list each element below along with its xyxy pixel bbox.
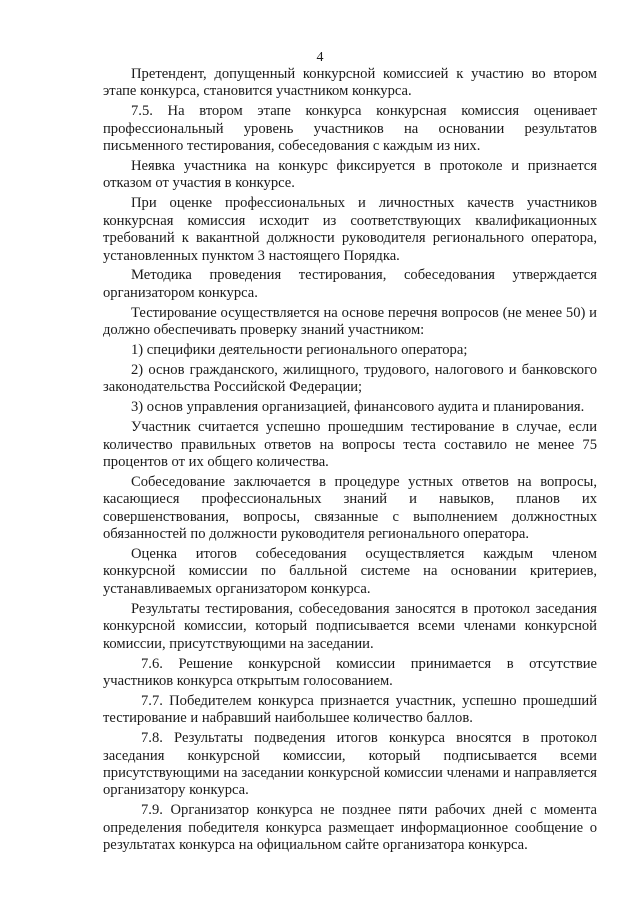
paragraph-interview-evaluation: Оценка итогов собеседования осуществляется каждым членом конкурсной комиссии по балльной системе на основании критериев, устанавливаемых организатором конкурса. bbox=[103, 546, 597, 597]
paragraph-7-7: 7.7. Победителем конкурса признается участник, успешно прошедший тестирование и набравший наибольшее количество баллов. bbox=[103, 692, 597, 727]
list-item-2: 2) основ гражданского, жилищного, трудового, налогового и банковского законодательства Российской Федерации; bbox=[103, 362, 597, 396]
paragraph-results-protocol: Результаты тестирования, собеседования заносятся в протокол заседания конкурсной комиссии, который подписывается всеми членами конкурсной комиссии, присутствующими на заседании. bbox=[103, 600, 597, 652]
paragraph-interview: Собеседование заключается в процедуре устных ответов на вопросы, касающиеся профессиональных знаний и навыков, планов их совершенствования, вопросы, связанные с выполнением должностных обязанностей по должности руководителя регионального оператора. bbox=[103, 473, 597, 543]
paragraph-testing-basis: Тестирование осуществляется на основе перечня вопросов (не менее 50) и должно обеспечивать проверку знаний участником: bbox=[103, 304, 597, 339]
list-item-3: 3) основ управления организацией, финансового аудита и планирования. bbox=[131, 399, 585, 416]
paragraph-applicant-admitted: Претендент, допущенный конкурсной комиссией к участию во втором этапе конкурса, становится участником конкурса. bbox=[103, 66, 597, 100]
paragraph-7-8: 7.8. Результаты подведения итогов конкурса вносятся в протокол заседания конкурсной комиссии, который подписывается всеми присутствующими на заседании конкурсной комиссии членами и направляется организатору конкурса. bbox=[103, 730, 597, 799]
paragraph-7-6: 7.6. Решение конкурсной комиссии принимается в отсутствие участников конкурса открытым голосованием. bbox=[103, 655, 597, 689]
paragraph-7-5: 7.5. На втором этапе конкурса конкурсная комиссия оценивает профессиональный уровень участников на основании результатов письменного тестирования, собеседования с каждым из них. bbox=[103, 103, 597, 155]
list-item-1: 1) специфики деятельности регионального оператора; bbox=[131, 342, 468, 359]
document-body bbox=[103, 66, 597, 857]
paragraph-7-9: 7.9. Организатор конкурса не позднее пяти рабочих дней с момента определения победителя конкурса размещает информационное сообщение о результатах конкурса на официальном сайте организатора конкурса. bbox=[103, 802, 597, 854]
paragraph-non-appearance: Неявка участника на конкурс фиксируется в протоколе и признается отказом от участия в конкурсе. bbox=[103, 158, 597, 192]
paragraph-methodology: Методика проведения тестирования, собеседования утверждается организатором конкурса. bbox=[103, 267, 597, 301]
paragraph-testing-passed: Участник считается успешно прошедшим тестирование в случае, если количество правильных ответов на вопросы теста составило не менее 75 процентов от их общего количества. bbox=[103, 419, 597, 471]
paragraph-qualities-assessment: При оценке профессиональных и личностных качеств участников конкурсная комиссия исходит из соответствующих квалификационных требований к вакантной должности руководителя регионального оператора, установленных пунктом 3 настоящего Порядка. bbox=[103, 195, 597, 264]
page-number: 4 bbox=[316, 50, 324, 65]
